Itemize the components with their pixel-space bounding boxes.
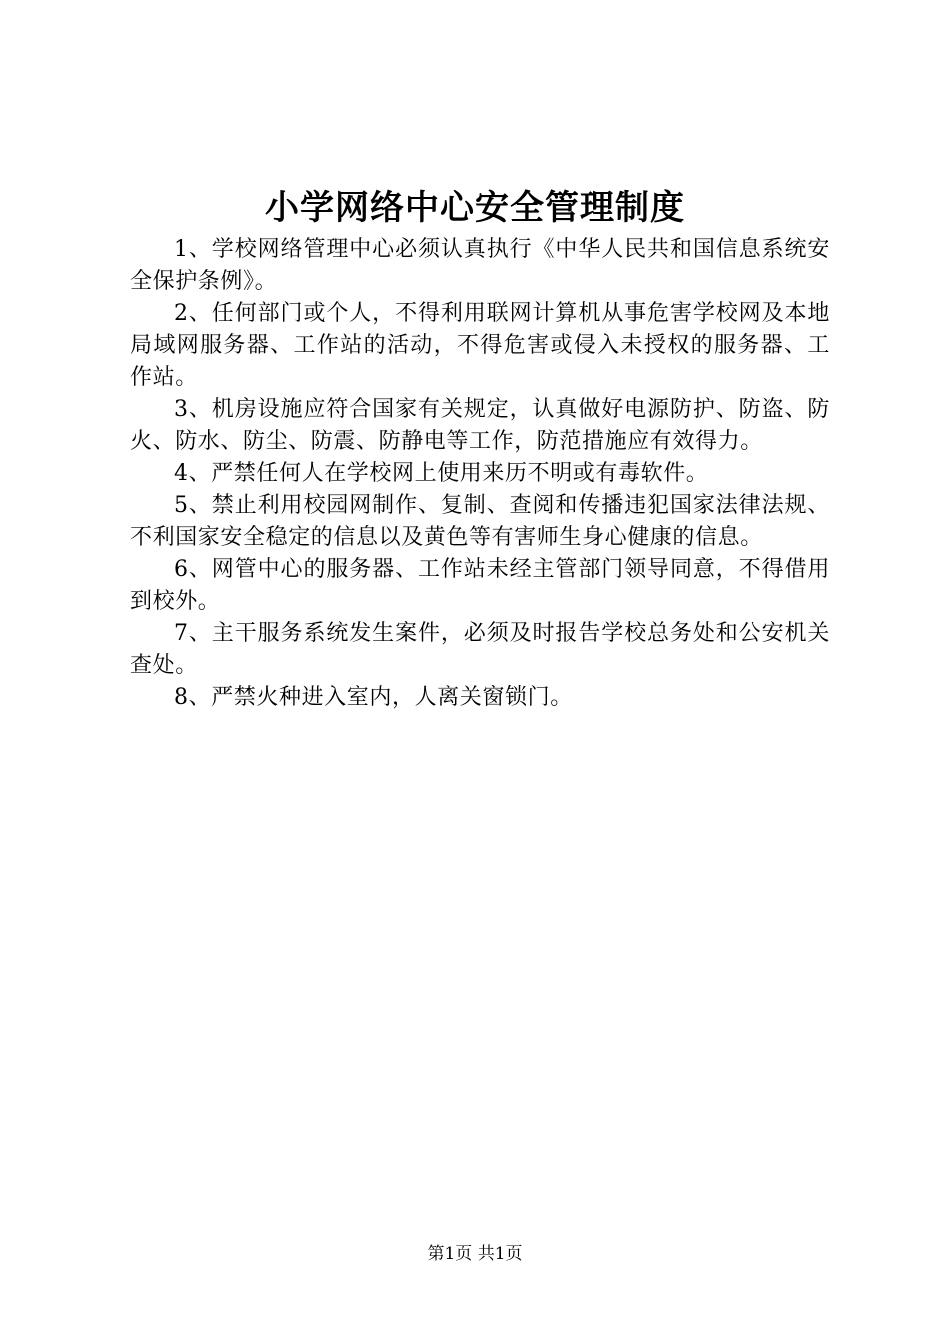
rule-paragraph-1: 1、学校网络管理中心必须认真执行《中华人民共和国信息系统安全保护条例》。 bbox=[130, 237, 830, 294]
rule-paragraph-6: 6、网管中心的服务器、工作站未经主管部门领导同意，不得借用到校外。 bbox=[130, 557, 830, 614]
document-body bbox=[130, 234, 830, 714]
page-number-footer: 第1页 共1页 bbox=[427, 1244, 523, 1264]
rule-paragraph-5: 5、禁止利用校园网制作、复制、查阅和传播违犯国家法律法规、不利国家安全稳定的信息以及黄色等有害师生身心健康的信息。 bbox=[130, 493, 830, 550]
rule-paragraph-4: 4、严禁任何人在学校网上使用来历不明或有毒软件。 bbox=[174, 461, 709, 486]
rule-paragraph-7: 7、主干服务系统发生案件，必须及时报告学校总务处和公安机关查处。 bbox=[130, 621, 830, 678]
rule-paragraph-2: 2、任何部门或个人，不得利用联网计算机从事危害学校网及本地局域网服务器、工作站的活动，不得危害或侵入未授权的服务器、工作站。 bbox=[130, 301, 830, 390]
rule-paragraph-3: 3、机房设施应符合国家有关规定，认真做好电源防护、防盗、防火、防水、防尘、防震、防静电等工作，防范措施应有效得力。 bbox=[130, 397, 830, 454]
rule-paragraph-8: 8、严禁火种进入室内，人离关窗锁门。 bbox=[174, 685, 573, 710]
page-title: 小学网络中心安全管理制度 bbox=[265, 188, 685, 228]
